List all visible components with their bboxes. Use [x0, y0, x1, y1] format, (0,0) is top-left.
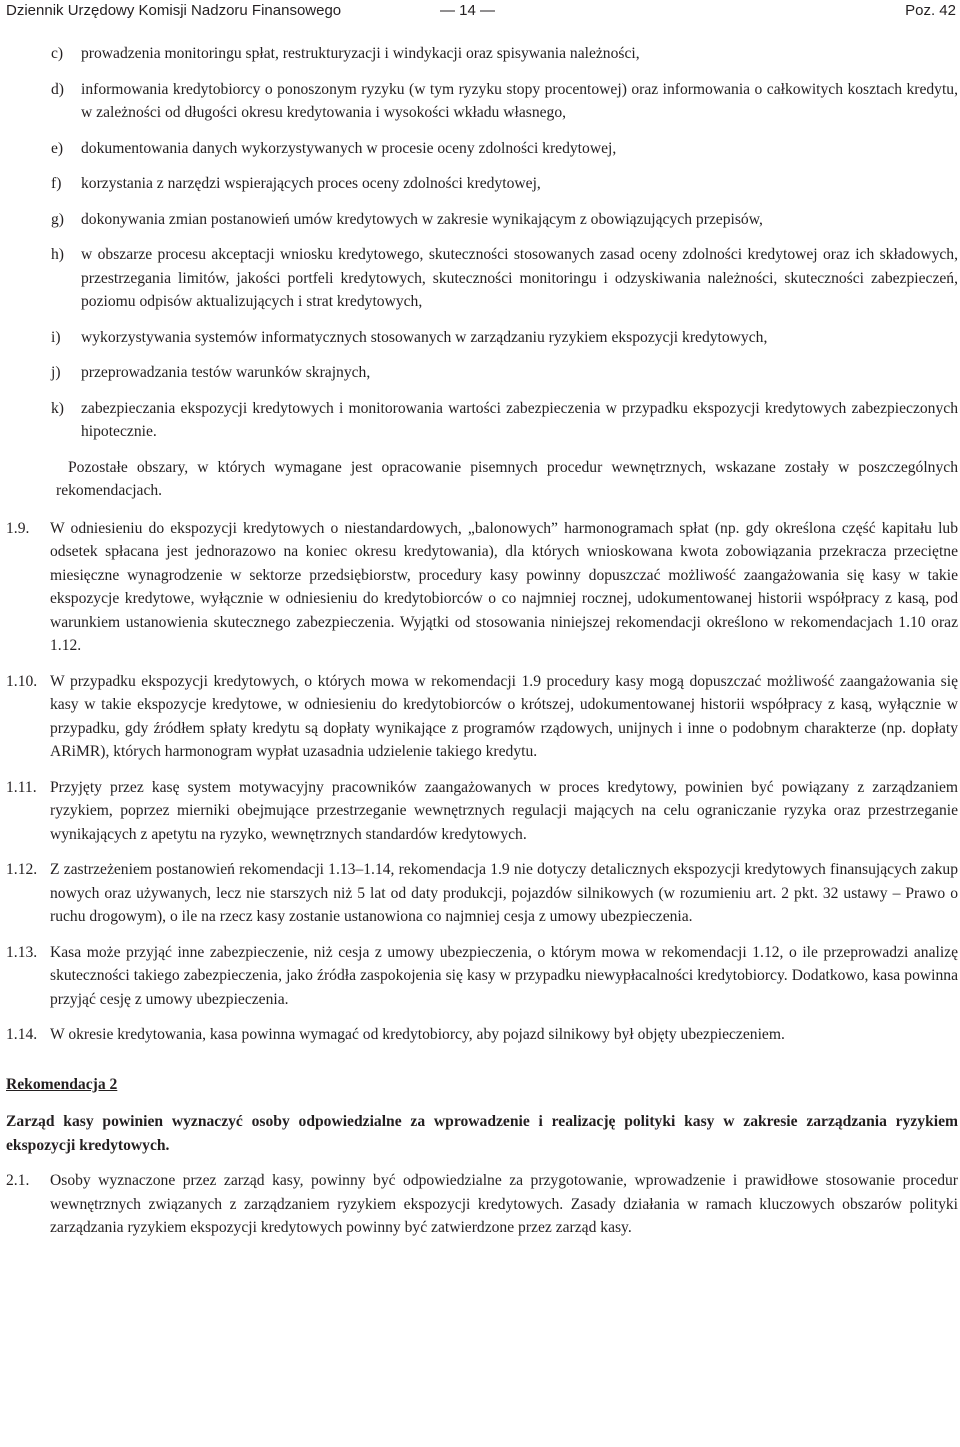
list-label: f)	[51, 175, 62, 192]
item-number: 1.14.	[6, 1026, 38, 1043]
list-text: przeprowadzania testów warunków skrajnych,	[81, 364, 371, 381]
numbered-item	[6, 776, 958, 847]
position-number: Poz. 42	[905, 2, 956, 19]
list-item	[6, 78, 958, 125]
list-label: k)	[51, 399, 64, 417]
document-body	[6, 42, 958, 1252]
item-text: Kasa może przyjąć inne zabezpieczenie, niż cesja z umowy ubezpieczenia, o którym mowa w rekomendacji 1.12, o ile przeprowadzi analizę skuteczności takiego zabezpieczenia, jako źródła zaspokojenia się kasy w przypadku niewypłacalności kredytobiorcy. Dodatkowo, kasa powinna przyjąć cesję z umowy ubezpieczenia.	[50, 943, 958, 1008]
list-label: e)	[51, 139, 64, 157]
list-text: wykorzystywania systemów informatycznych stosowanych w zarządzaniu ryzykiem ekspozycji kredytowych,	[81, 328, 768, 346]
list-text: dokonywania zmian postanowień umów kredytowych w zakresie wynikającym z obowiązujących przepisów,	[81, 210, 763, 228]
list-label: c)	[51, 45, 64, 62]
list-item	[6, 208, 958, 232]
item-text: W odniesieniu do ekspozycji kredytowych o niestandardowych, „balonowych” harmonogramach spłat (np. gdy określona część kapitału lub odsetek spłacana jest jednorazowo na koniec okresu kredytowania), dla których wnioskowana kwota zobowiązania przekracza przeciętne miesięczne wynagrodzenie w sektorze przedsiębiorstw, procedury kasy powinny dopuszczać możliwość zaangażowania się kasy w takie ekspozycje kredytowe, wyłącznie w odniesieniu do kredytobiorców o co najmniej rocznej, udokumentowanej historii współpracy z kasą, pod warunkiem ustanowienia skutecznego zabezpieczenia. Wyjątki od stosowania niniejszej rekomendacji określono w rekomendacjach 1.10 oraz 1.12.	[50, 519, 958, 654]
numbered-item	[6, 1169, 958, 1240]
item-text: W okresie kredytowania, kasa powinna wymagać od kredytobiorcy, aby pojazd silnikowy był objęty ubezpieczeniem.	[50, 1026, 785, 1043]
list-label: d)	[51, 80, 64, 98]
item-number: 1.11.	[6, 778, 37, 796]
item-number: 1.13.	[6, 943, 38, 961]
list-label: i)	[51, 328, 61, 346]
list-item	[6, 397, 958, 444]
list-text: korzystania z narzędzi wspierających proces oceny zdolności kredytowej,	[81, 175, 541, 192]
item-number: 1.12.	[6, 861, 38, 878]
item-number: 1.9.	[6, 519, 30, 537]
list-text: informowania kredytobiorcy o ponoszonym ryzyku (w tym ryzyku stopy procentowej) oraz informowania o całkowitych kosztach kredytu, w zależności od długości okresu kredytowania i wysokości wkładu własnego,	[81, 80, 958, 121]
item-text: Osoby wyznaczone przez zarząd kasy, powinny być odpowiedzialne za przygotowanie, wprowadzenie i prawidłowe stosowanie procedur wewnętrznych związanych z zarządzaniem ryzykiem ekspozycji kredytowych. Zasady działania w ramach kluczowych obszarów polityki zarządzania ryzykiem ekspozycji kredytowych powinny być zatwierdzone przez zarząd kasy.	[50, 1172, 958, 1236]
item-text: W przypadku ekspozycji kredytowych, o których mowa w rekomendacji 1.9 procedury kasy mogą dopuszczać możliwość zaangażowania się kasy w takie ekspozycje kredytowe, w odniesieniu do kredytobiorców o krótszej, udokumentowanej historii współpracy z kasą, wyłącznie w przypadku, gdy źródłem spłaty kredytu są dopłaty wynikające z programów rządowych, unijnych i inne o podobnym charakterze (np. dopłaty ARiMR), których harmonogram wypłat uzasadnia udzielenie takiego kredytu.	[50, 672, 958, 760]
recommendation-title: Rekomendacja 2	[6, 1075, 118, 1093]
list-text: dokumentowania danych wykorzystywanych w procesie oceny zdolności kredytowej,	[81, 139, 617, 157]
list-item	[6, 243, 958, 314]
numbered-item	[6, 670, 958, 764]
page-header	[0, 0, 960, 26]
numbered-item	[6, 1023, 958, 1047]
item-text: Z zastrzeżeniem postanowień rekomendacji 1.13–1.14, rekomendacja 1.9 nie dotyczy detalicznych ekspozycji kredytowych finansujących zakup nowych oraz używanych, lecz nie starszych niż 5 lat od daty produkcji, pojazdów silnikowych (w rozumieniu art. 2 pkt. 32 ustawy – Prawo o ruchu drogowym), o ile na rzecz kasy zostanie ustanowiona co najmniej cesja z umowy ubezpieczenia.	[50, 861, 958, 925]
list-item	[6, 42, 958, 66]
journal-title: Dziennik Urzędowy Komisji Nadzoru Finansowego	[6, 2, 342, 19]
list-item	[6, 137, 958, 161]
item-text: Przyjęty przez kasę system motywacyjny pracowników zaangażowanych w proces kredytowy, powinien być powiązany z zarządzaniem ryzykiem, poprzez mierniki obejmujące przestrzeganie wewnętrznych regulacji mających na celu ograniczanie ryzyka oraz przestrzeganie wynikających z apetytu na ryzyko, wewnętrznych standardów kredytowych.	[50, 778, 958, 843]
list-label: j)	[51, 364, 61, 381]
list-text: w obszarze procesu akceptacji wniosku kredytowego, skuteczności stosowanych zasad oceny zdolności kredytowej oraz ich składowych, przestrzegania limitów, jakości portfeli kredytowych, skuteczności monitoringu i odzyskiwania należności, skuteczności zabezpieczeń, poziomu odpisów aktualizujących i strat kredytowych,	[81, 246, 958, 310]
page-number: — 14 —	[440, 2, 496, 19]
list-item	[6, 361, 958, 385]
list-text: prowadzenia monitoringu spłat, restrukturyzacji i windykacji oraz spisywania należności,	[81, 45, 640, 62]
list-text: zabezpieczania ekspozycji kredytowych i monitorowania wartości zabezpieczenia w przypadku ekspozycji kredytowych zabezpieczonych hipotecznie.	[81, 399, 958, 440]
recommendation-lead: Zarząd kasy powinien wyznaczyć osoby odpowiedzialne za wprowadzenie i realizację polityki kasy w zakresie zarządzania ryzykiem ekspozycji kredytowych.	[6, 1113, 958, 1154]
list-item	[6, 326, 958, 350]
list-item	[6, 172, 958, 196]
numbered-item	[6, 517, 958, 658]
numbered-item	[6, 858, 958, 929]
closing-paragraph: Pozostałe obszary, w których wymagane jest opracowanie pisemnych procedur wewnętrznych, wskazane zostały w poszczególnych rekomendacjach.	[56, 458, 958, 499]
numbered-item	[6, 941, 958, 1012]
list-label: h)	[51, 246, 64, 263]
item-number: 1.10.	[6, 672, 38, 690]
item-number: 2.1.	[6, 1172, 30, 1189]
list-label: g)	[51, 210, 64, 228]
